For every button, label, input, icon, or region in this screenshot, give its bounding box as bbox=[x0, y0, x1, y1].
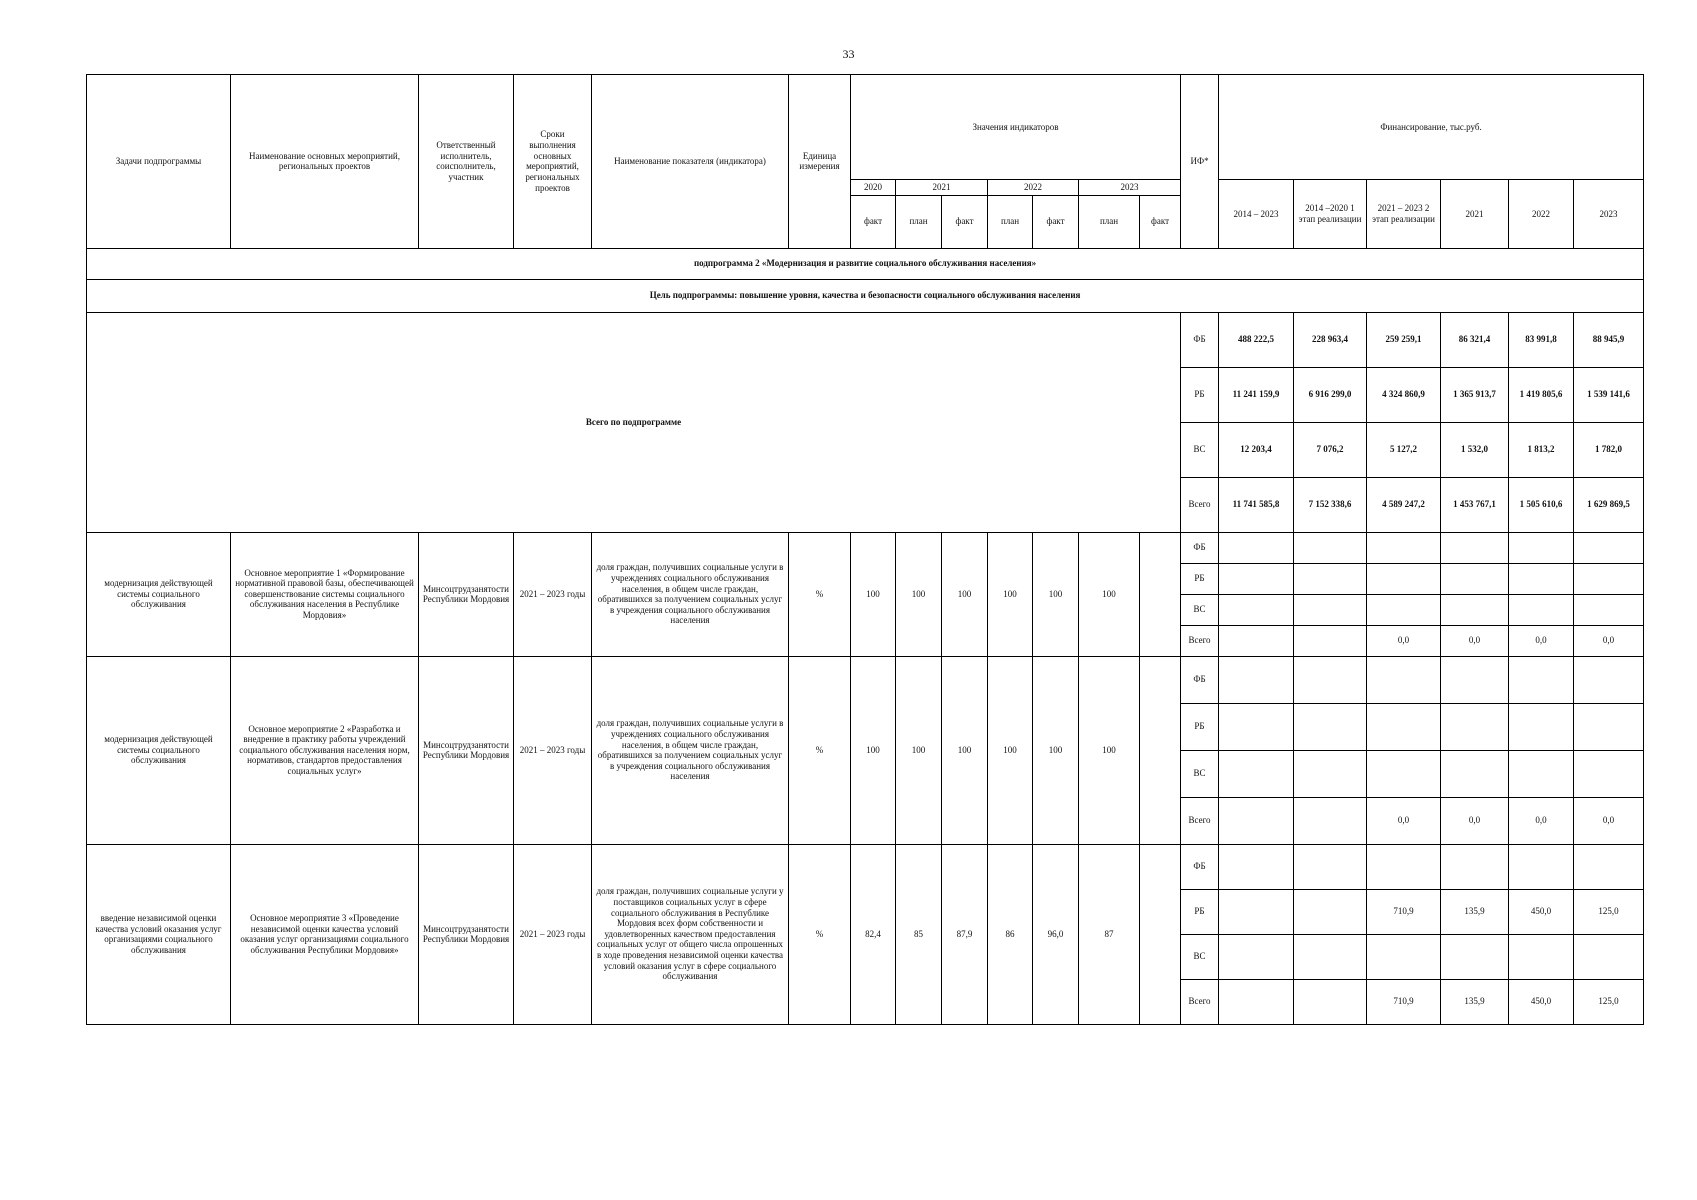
measure-2-ind-value: 100 bbox=[1079, 656, 1140, 844]
measure-1-ind-value: 100 bbox=[1079, 532, 1140, 656]
total-vs-value: 1 782,0 bbox=[1574, 422, 1644, 477]
total-vs-value: 7 076,2 bbox=[1294, 422, 1367, 477]
measure-2-ind-value bbox=[1140, 656, 1181, 844]
measure-1-vs-value bbox=[1294, 594, 1367, 625]
measure-3-src-all: Всего bbox=[1181, 979, 1219, 1024]
measure-3-src-vs: ВС bbox=[1181, 934, 1219, 979]
measure-3-indicator: доля граждан, получивших социальные услуги у поставщиков социальных услуг в сфере социального обслуживания в Республике Мордовия всех форм собственности и удовлетворенных качеством предоставления социальных услуг от общего числа опрошенных в ходе проведения независимой оценки качества условий оказания услуг в сфере социального обслуживания bbox=[592, 844, 789, 1024]
measure-2-fb-value bbox=[1219, 656, 1294, 703]
header-indicator-values: Значения индикаторов bbox=[851, 75, 1181, 180]
total-label: Всего по подпрограмме bbox=[87, 312, 1181, 532]
measure-3-rb-value: 710,9 bbox=[1367, 889, 1441, 934]
header-measures: Наименование основных мероприятий, региональных проектов bbox=[231, 75, 419, 249]
measure-3-fb-value bbox=[1294, 844, 1367, 889]
year-2021: 2021 bbox=[896, 180, 988, 196]
measure-2-executor: Минсоцтрудзанятости Республики Мордовия bbox=[419, 656, 514, 844]
subcol-plan-2023: план bbox=[1079, 195, 1140, 248]
measure-2-rb-value bbox=[1367, 703, 1441, 750]
measure-1-src-all: Всего bbox=[1181, 625, 1219, 656]
measure-2-terms: 2021 – 2023 годы bbox=[514, 656, 592, 844]
measure-2-src-rb: РБ bbox=[1181, 703, 1219, 750]
total-vs-value: 5 127,2 bbox=[1367, 422, 1441, 477]
measure-1-all-value bbox=[1219, 625, 1294, 656]
total-rb-value: 1 365 913,7 bbox=[1441, 367, 1509, 422]
measure-3-fb-value bbox=[1219, 844, 1294, 889]
total-src-fb: ФБ bbox=[1181, 312, 1219, 367]
fin-col-2023: 2023 bbox=[1574, 180, 1644, 249]
fin-col-stage-2: 2021 – 2023 2 этап реализации bbox=[1367, 180, 1441, 249]
page-number: 33 bbox=[842, 47, 855, 61]
measure-1-ind-value bbox=[1140, 532, 1181, 656]
measure-2-fb-value bbox=[1367, 656, 1441, 703]
measure-1-rb-value bbox=[1294, 563, 1367, 594]
measure-1-fb-value bbox=[1294, 532, 1367, 563]
measure-2-rb-value bbox=[1509, 703, 1574, 750]
fin-col-2021: 2021 bbox=[1441, 180, 1509, 249]
total-rb-value: 4 324 860,9 bbox=[1367, 367, 1441, 422]
measure-3-rb-value: 125,0 bbox=[1574, 889, 1644, 934]
measure-1-ind-value: 100 bbox=[851, 532, 896, 656]
fin-col-2014-2023: 2014 – 2023 bbox=[1219, 180, 1294, 249]
subprogram-table bbox=[86, 74, 1644, 1025]
measure-1-ind-value: 100 bbox=[1033, 532, 1079, 656]
measure-1-fb-value bbox=[1509, 532, 1574, 563]
subcol-fact-2023: факт bbox=[1140, 195, 1181, 248]
measure-1-vs-value bbox=[1509, 594, 1574, 625]
header-financing: Финансирование, тыс.руб. bbox=[1219, 75, 1644, 180]
header-tasks: Задачи подпрограммы bbox=[87, 75, 231, 249]
total-all-value: 4 589 247,2 bbox=[1367, 477, 1441, 532]
header-if: ИФ* bbox=[1181, 75, 1219, 249]
total-all-value: 11 741 585,8 bbox=[1219, 477, 1294, 532]
measure-1-unit: % bbox=[789, 532, 851, 656]
measure-3-fb-value bbox=[1509, 844, 1574, 889]
measure-2-rb-value bbox=[1294, 703, 1367, 750]
measure-2-src-fb: ФБ bbox=[1181, 656, 1219, 703]
measure-3-all-value: 125,0 bbox=[1574, 979, 1644, 1024]
measure-2-all-value bbox=[1294, 797, 1367, 844]
measure-2-name: Основное мероприятие 2 «Разработка и внедрение в практику работы учреждений социального обслуживания населения норм, нормативов, стандартов предоставления социальных услуг» bbox=[231, 656, 419, 844]
measure-3-terms: 2021 – 2023 годы bbox=[514, 844, 592, 1024]
measure-3-executor: Минсоцтрудзанятости Республики Мордовия bbox=[419, 844, 514, 1024]
total-fb-value: 83 991,8 bbox=[1509, 312, 1574, 367]
measure-1-rb-value bbox=[1574, 563, 1644, 594]
header-indicator-name: Наименование показателя (индикатора) bbox=[592, 75, 789, 249]
measure-1-ind-value: 100 bbox=[896, 532, 942, 656]
year-2022: 2022 bbox=[988, 180, 1079, 196]
measure-1-name: Основное мероприятие 1 «Формирование нормативной правовой базы, обеспечивающей совершенствование системы социального обслуживания населения в Республике Мордовия» bbox=[231, 532, 419, 656]
measure-3-ind-value: 86 bbox=[988, 844, 1033, 1024]
measure-3-rb-value bbox=[1294, 889, 1367, 934]
measure-1-ind-value: 100 bbox=[942, 532, 988, 656]
measure-1-all-value: 0,0 bbox=[1367, 625, 1441, 656]
subprogram-title: подпрограмма 2 «Модернизация и развитие социального обслуживания населения» bbox=[87, 248, 1644, 279]
measure-2-all-value: 0,0 bbox=[1441, 797, 1509, 844]
measure-1-src-fb: ФБ bbox=[1181, 532, 1219, 563]
measure-3-rb-value bbox=[1219, 889, 1294, 934]
total-fb-value: 86 321,4 bbox=[1441, 312, 1509, 367]
total-vs-value: 1 813,2 bbox=[1509, 422, 1574, 477]
total-all-value: 7 152 338,6 bbox=[1294, 477, 1367, 532]
measure-2-vs-value bbox=[1509, 750, 1574, 797]
measure-3-src-fb: ФБ bbox=[1181, 844, 1219, 889]
total-vs-value: 12 203,4 bbox=[1219, 422, 1294, 477]
subcol-fact-2021: факт bbox=[942, 195, 988, 248]
measure-3-ind-value: 96,0 bbox=[1033, 844, 1079, 1024]
measure-2-fb-value bbox=[1509, 656, 1574, 703]
subprogram-goal: Цель подпрограммы: повышение уровня, качества и безопасности социального обслуживания населения bbox=[87, 279, 1644, 312]
measure-1-fb-value bbox=[1441, 532, 1509, 563]
measure-3-vs-value bbox=[1367, 934, 1441, 979]
measure-1-executor: Минсоцтрудзанятости Республики Мордовия bbox=[419, 532, 514, 656]
measure-2-ind-value: 100 bbox=[942, 656, 988, 844]
measure-2-fb-value bbox=[1441, 656, 1509, 703]
measure-1-indicator: доля граждан, получивших социальные услуги в учреждениях социального обслуживания населения, в общем числе граждан, обратившихся за получением социальных услуг в учреждения социального обслуживания населения bbox=[592, 532, 789, 656]
measure-2-task: модернизация действующей системы социального обслуживания bbox=[87, 656, 231, 844]
year-2020: 2020 bbox=[851, 180, 896, 196]
measure-1-fb-value bbox=[1367, 532, 1441, 563]
measure-3-ind-value: 85 bbox=[896, 844, 942, 1024]
measure-1-vs-value bbox=[1219, 594, 1294, 625]
header-unit: Единица измерения bbox=[789, 75, 851, 249]
fin-col-stage-1: 2014 –2020 1 этап реализации bbox=[1294, 180, 1367, 249]
total-fb-value: 88 945,9 bbox=[1574, 312, 1644, 367]
measure-1-terms: 2021 – 2023 годы bbox=[514, 532, 592, 656]
measure-1-fb-value bbox=[1219, 532, 1294, 563]
measure-2-ind-value: 100 bbox=[988, 656, 1033, 844]
measure-3-vs-value bbox=[1219, 934, 1294, 979]
measure-2-all-value bbox=[1219, 797, 1294, 844]
measure-2-src-all: Всего bbox=[1181, 797, 1219, 844]
measure-1-rb-value bbox=[1219, 563, 1294, 594]
total-rb-value: 1 539 141,6 bbox=[1574, 367, 1644, 422]
measure-2-all-value: 0,0 bbox=[1509, 797, 1574, 844]
measure-3-fb-value bbox=[1574, 844, 1644, 889]
total-all-value: 1 629 869,5 bbox=[1574, 477, 1644, 532]
total-all-value: 1 505 610,6 bbox=[1509, 477, 1574, 532]
measure-3-all-value: 450,0 bbox=[1509, 979, 1574, 1024]
measure-3-all-value: 710,9 bbox=[1367, 979, 1441, 1024]
total-all-value: 1 453 767,1 bbox=[1441, 477, 1509, 532]
measure-3-ind-value bbox=[1140, 844, 1181, 1024]
measure-2-vs-value bbox=[1367, 750, 1441, 797]
total-src-all: Всего bbox=[1181, 477, 1219, 532]
fin-col-2022: 2022 bbox=[1509, 180, 1574, 249]
measure-1-rb-value bbox=[1441, 563, 1509, 594]
measure-1-rb-value bbox=[1509, 563, 1574, 594]
header-terms: Сроки выполнения основных мероприятий, региональных проектов bbox=[514, 75, 592, 249]
total-rb-value: 6 916 299,0 bbox=[1294, 367, 1367, 422]
measure-3-vs-value bbox=[1509, 934, 1574, 979]
measure-1-rb-value bbox=[1367, 563, 1441, 594]
subcol-plan-2021: план bbox=[896, 195, 942, 248]
measure-2-fb-value bbox=[1294, 656, 1367, 703]
measure-2-vs-value bbox=[1574, 750, 1644, 797]
measure-2-ind-value: 100 bbox=[896, 656, 942, 844]
measure-2-ind-value: 100 bbox=[1033, 656, 1079, 844]
measure-1-vs-value bbox=[1441, 594, 1509, 625]
measure-3-vs-value bbox=[1441, 934, 1509, 979]
measure-2-rb-value bbox=[1441, 703, 1509, 750]
measure-3-task: введение независимой оценки качества условий оказания услуг организациями социального обслуживания bbox=[87, 844, 231, 1024]
total-src-rb: РБ bbox=[1181, 367, 1219, 422]
measure-2-rb-value bbox=[1574, 703, 1644, 750]
total-fb-value: 488 222,5 bbox=[1219, 312, 1294, 367]
measure-3-fb-value bbox=[1441, 844, 1509, 889]
measure-2-src-vs: ВС bbox=[1181, 750, 1219, 797]
measure-3-ind-value: 82,4 bbox=[851, 844, 896, 1024]
total-rb-value: 1 419 805,6 bbox=[1509, 367, 1574, 422]
year-2023: 2023 bbox=[1079, 180, 1181, 196]
measure-3-ind-value: 87,9 bbox=[942, 844, 988, 1024]
measure-1-ind-value: 100 bbox=[988, 532, 1033, 656]
total-src-vs: ВС bbox=[1181, 422, 1219, 477]
total-rb-value: 11 241 159,9 bbox=[1219, 367, 1294, 422]
measure-1-src-vs: ВС bbox=[1181, 594, 1219, 625]
measure-1-task: модернизация действующей системы социального обслуживания bbox=[87, 532, 231, 656]
total-vs-value: 1 532,0 bbox=[1441, 422, 1509, 477]
measure-2-vs-value bbox=[1219, 750, 1294, 797]
measure-1-all-value: 0,0 bbox=[1509, 625, 1574, 656]
total-fb-value: 228 963,4 bbox=[1294, 312, 1367, 367]
subcol-plan-2022: план bbox=[988, 195, 1033, 248]
header-executor: Ответственный исполнитель, соисполнитель, участник bbox=[419, 75, 514, 249]
measure-3-ind-value: 87 bbox=[1079, 844, 1140, 1024]
measure-3-all-value bbox=[1294, 979, 1367, 1024]
measure-1-fb-value bbox=[1574, 532, 1644, 563]
total-fb-value: 259 259,1 bbox=[1367, 312, 1441, 367]
measure-2-vs-value bbox=[1294, 750, 1367, 797]
measure-1-src-rb: РБ bbox=[1181, 563, 1219, 594]
measure-3-rb-value: 135,9 bbox=[1441, 889, 1509, 934]
measure-2-rb-value bbox=[1219, 703, 1294, 750]
measure-2-fb-value bbox=[1574, 656, 1644, 703]
measure-2-indicator: доля граждан, получивших социальные услуги в учреждениях социального обслуживания населения, в общем числе граждан, обратившихся за получением социальных услуг в учреждения социального обслуживания населения bbox=[592, 656, 789, 844]
measure-2-ind-value: 100 bbox=[851, 656, 896, 844]
measure-2-vs-value bbox=[1441, 750, 1509, 797]
measure-3-unit: % bbox=[789, 844, 851, 1024]
measure-3-vs-value bbox=[1294, 934, 1367, 979]
measure-2-all-value: 0,0 bbox=[1574, 797, 1644, 844]
measure-3-all-value: 135,9 bbox=[1441, 979, 1509, 1024]
measure-1-all-value bbox=[1294, 625, 1367, 656]
subcol-fact-2022: факт bbox=[1033, 195, 1079, 248]
measure-1-all-value: 0,0 bbox=[1574, 625, 1644, 656]
measure-3-vs-value bbox=[1574, 934, 1644, 979]
measure-2-unit: % bbox=[789, 656, 851, 844]
measure-3-all-value bbox=[1219, 979, 1294, 1024]
measure-1-vs-value bbox=[1367, 594, 1441, 625]
measure-3-src-rb: РБ bbox=[1181, 889, 1219, 934]
measure-3-rb-value: 450,0 bbox=[1509, 889, 1574, 934]
measure-3-fb-value bbox=[1367, 844, 1441, 889]
measure-1-all-value: 0,0 bbox=[1441, 625, 1509, 656]
measure-2-all-value: 0,0 bbox=[1367, 797, 1441, 844]
subcol-fact-2020: факт bbox=[851, 195, 896, 248]
measure-3-name: Основное мероприятие 3 «Проведение независимой оценки качества условий оказания услуг организациями социального обслуживания Республики Мордовия» bbox=[231, 844, 419, 1024]
measure-1-vs-value bbox=[1574, 594, 1644, 625]
